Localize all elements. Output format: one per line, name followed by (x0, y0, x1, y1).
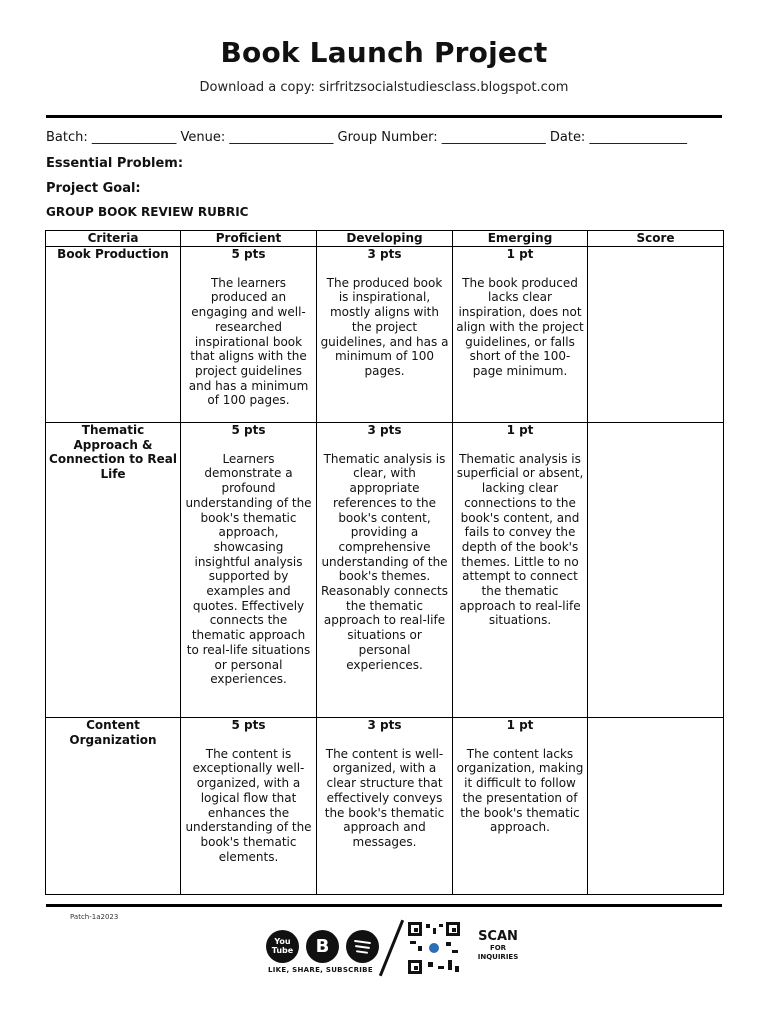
proficient-cell (181, 718, 317, 895)
emerging-cell (453, 247, 588, 423)
download-link-text: Download a copy: sirfritzsocialstudiesclass.blogspot.com (199, 80, 569, 95)
patch-label: Patch-1a2023 (70, 913, 119, 921)
tagline-text: LIKE, SHARE, SUBSCRIBE (268, 966, 373, 974)
descriptor-text: The learners produced an engaging and well-researched inspirational book that aligns with the project guidelines and has a minimum of 100 pages. (188, 275, 309, 408)
descriptor-text: Thematic analysis is superficial or absent, lacking clear connections to the book's content, and fails to convey the depth of the book's themes. Little to no attempt to connect the thematic approach to real-life situations. (456, 451, 584, 628)
points-label: 1 pt (506, 247, 534, 261)
developing-cell (317, 423, 453, 718)
criteria-cell: Book Production (46, 247, 181, 423)
emerging-cell (453, 718, 588, 895)
youtube-icon[interactable] (266, 930, 299, 963)
proficient-cell (181, 247, 317, 423)
points-label: 5 pts (231, 247, 266, 261)
header-developing: Developing (317, 231, 453, 247)
header-proficient: Proficient (181, 231, 317, 247)
descriptor-text: The content lacks organization, making it difficult to follow the presentation of the book's thematic approach. (456, 746, 584, 835)
project-goal-label: Project Goal: (46, 181, 141, 196)
points-label: 3 pts (367, 423, 402, 437)
emerging-cell (453, 423, 588, 718)
scan-label: SCAN (478, 929, 518, 944)
points-label: 5 pts (231, 718, 266, 732)
developing-cell (317, 247, 453, 423)
scan-inquiries-label: INQUIRIES (477, 953, 519, 961)
descriptor-text: The produced book is inspirational, mostly aligns with the project guidelines, and has a minimum of 100 pages. (320, 275, 449, 378)
bottom-divider (46, 904, 722, 907)
table-row (46, 247, 724, 423)
points-label: 1 pt (506, 718, 534, 732)
score-cell[interactable] (588, 718, 724, 895)
rubric-title: GROUP BOOK REVIEW RUBRIC (46, 205, 249, 219)
points-label: 1 pt (506, 423, 534, 437)
qr-code-icon[interactable] (408, 922, 460, 974)
scan-for-label: FOR (489, 944, 507, 952)
header-criteria: Criteria (46, 231, 181, 247)
criteria-cell: Thematic Approach & Connection to Real Life (46, 423, 181, 718)
proficient-cell (181, 423, 317, 718)
points-label: 5 pts (231, 423, 266, 437)
top-divider (46, 115, 722, 118)
youtube-icon-text: You (274, 937, 291, 946)
essential-problem-label: Essential Problem: (46, 156, 184, 171)
descriptor-text: Learners demonstrate a profound understanding of the book's thematic approach, showcasing insightful analysis supported by examples and quotes. Effectively connects the thematic approach to real-life situations or personal experiences. (185, 451, 312, 687)
header-score: Score (588, 231, 724, 247)
score-cell[interactable] (588, 247, 724, 423)
score-cell[interactable] (588, 423, 724, 718)
rubric-header-row (46, 231, 724, 247)
blogger-icon[interactable] (306, 930, 339, 963)
criteria-cell: Content Organization (46, 718, 181, 895)
developing-cell (317, 718, 453, 895)
descriptor-text: The content is well-organized, with a clear structure that effectively conveys the book's thematic approach and messages. (324, 746, 445, 849)
youtube-icon-text: Tube (271, 946, 294, 955)
descriptor-text: The book produced lacks clear inspiration, does not align with the project guidelines, or falls short of the 100-page minimum. (456, 275, 584, 378)
table-row (46, 423, 724, 718)
page-title: Book Launch Project (220, 36, 548, 69)
header-emerging: Emerging (453, 231, 588, 247)
batch-venue-group-date-line: Batch: _____________ Venue: ________________ Group Number: ________________ Date: _______________ (46, 130, 687, 145)
scan-for-inquiries (473, 930, 523, 962)
points-label: 3 pts (367, 247, 402, 261)
table-row (46, 718, 724, 895)
blogger-icon-text: B (315, 936, 330, 957)
spotify-icon[interactable] (346, 930, 379, 963)
descriptor-text: Thematic analysis is clear, with appropriate references to the book's content, providing a comprehensive understanding of the book's themes. Reasonably connects the thematic approach to real-life situations or personal experiences. (320, 451, 449, 672)
points-label: 3 pts (367, 718, 402, 732)
descriptor-text: The content is exceptionally well-organized, with a logical flow that enhances the understanding of the book's thematic elements. (185, 746, 312, 864)
divider-slash (379, 920, 404, 977)
globe-icon (427, 941, 441, 955)
rubric-table (45, 230, 724, 895)
